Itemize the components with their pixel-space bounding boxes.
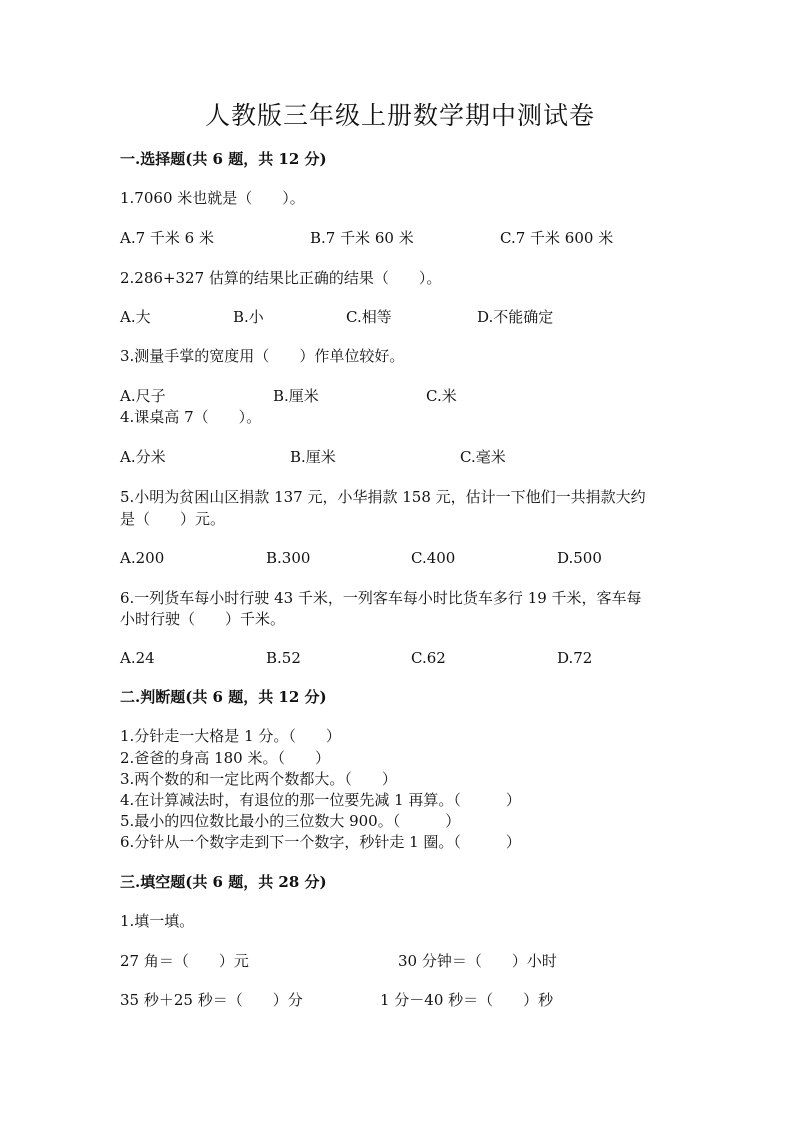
question-6-option-a: A.24: [120, 649, 155, 667]
question-3-option-b: B.厘米: [273, 387, 319, 405]
question-5-option-d: D.500: [557, 549, 602, 567]
judgement-item-3: 3.两个数的和一定比两个数都大。（ ）: [120, 770, 397, 788]
fill-question-1-stem: 1.填一填。: [120, 912, 195, 930]
judgement-item-4: 4.在计算减法时，有退位的那一位要先减 1 再算。（ ）: [120, 791, 521, 809]
question-4-option-b: B.厘米: [290, 448, 336, 466]
question-6-stem-line-2: 小时行驶（ ）千米。: [120, 610, 286, 628]
fill-row-1-left: 27 角＝（ ）元: [120, 952, 249, 970]
judgement-item-2: 2.爸爸的身高 180 米。（ ）: [120, 749, 330, 767]
question-5-option-b: B.300: [266, 549, 311, 567]
question-2-option-d: D.不能确定: [477, 308, 554, 326]
question-6-option-b: B.52: [266, 649, 301, 667]
question-1-option-c: C.7 千米 600 米: [500, 229, 614, 247]
section-heading-choice: 一.选择题(共 6 题，共 12 分): [120, 150, 327, 168]
question-2-option-b: B.小: [233, 308, 264, 326]
question-3-option-a: A.尺子: [120, 387, 166, 405]
judgement-item-6: 6.分针从一个数字走到下一个数字，秒针走 1 圈。（ ）: [120, 833, 521, 851]
section-heading-judgement: 二.判断题(共 6 题，共 12 分): [120, 688, 327, 706]
section-heading-fill-blank: 三.填空题(共 6 题，共 28 分): [120, 873, 327, 891]
fill-row-2-right: 1 分－40 秒＝（ ）秒: [380, 991, 554, 1009]
judgement-item-5: 5.最小的四位数比最小的三位数大 900。（ ）: [120, 812, 461, 830]
question-2-option-c: C.相等: [346, 308, 392, 326]
question-2-stem: 2.286+327 估算的结果比正确的结果（ ）。: [120, 269, 442, 287]
question-2-option-a: A.大: [120, 308, 151, 326]
question-5-option-c: C.400: [411, 549, 456, 567]
page-title: 人教版三年级上册数学期中测试卷: [204, 101, 595, 130]
fill-row-1-right: 30 分钟＝（ ）小时: [398, 952, 557, 970]
question-3-option-c: C.米: [426, 387, 457, 405]
question-6-stem-line-1: 6.一列货车每小时行驶 43 千米，一列客车每小时比货车多行 19 千米，客车每: [120, 589, 642, 607]
question-4-option-a: A.分米: [120, 448, 166, 466]
question-1-option-b: B.7 千米 60 米: [310, 229, 414, 247]
question-5-stem-line-1: 5.小明为贫困山区捐款 137 元，小华捐款 158 元，估计一下他们一共捐款大约: [120, 488, 646, 506]
question-5-stem-line-2: 是（ ）元。: [120, 510, 226, 528]
question-5-option-a: A.200: [120, 549, 165, 567]
question-6-option-d: D.72: [557, 649, 593, 667]
question-3-stem: 3.测量手掌的宽度用（ ）作单位较好。: [120, 347, 405, 365]
question-4-stem: 4.课桌高 7（ ）。: [120, 408, 262, 426]
question-1-stem: 1.7060 米也就是（ ）。: [120, 189, 305, 207]
judgement-item-1: 1.分针走一大格是 1 分。（ ）: [120, 727, 341, 745]
question-1-option-a: A.7 千米 6 米: [120, 229, 214, 247]
question-6-option-c: C.62: [411, 649, 446, 667]
question-4-option-c: C.毫米: [460, 448, 506, 466]
fill-row-2-left: 35 秒＋25 秒＝（ ）分: [120, 991, 303, 1009]
